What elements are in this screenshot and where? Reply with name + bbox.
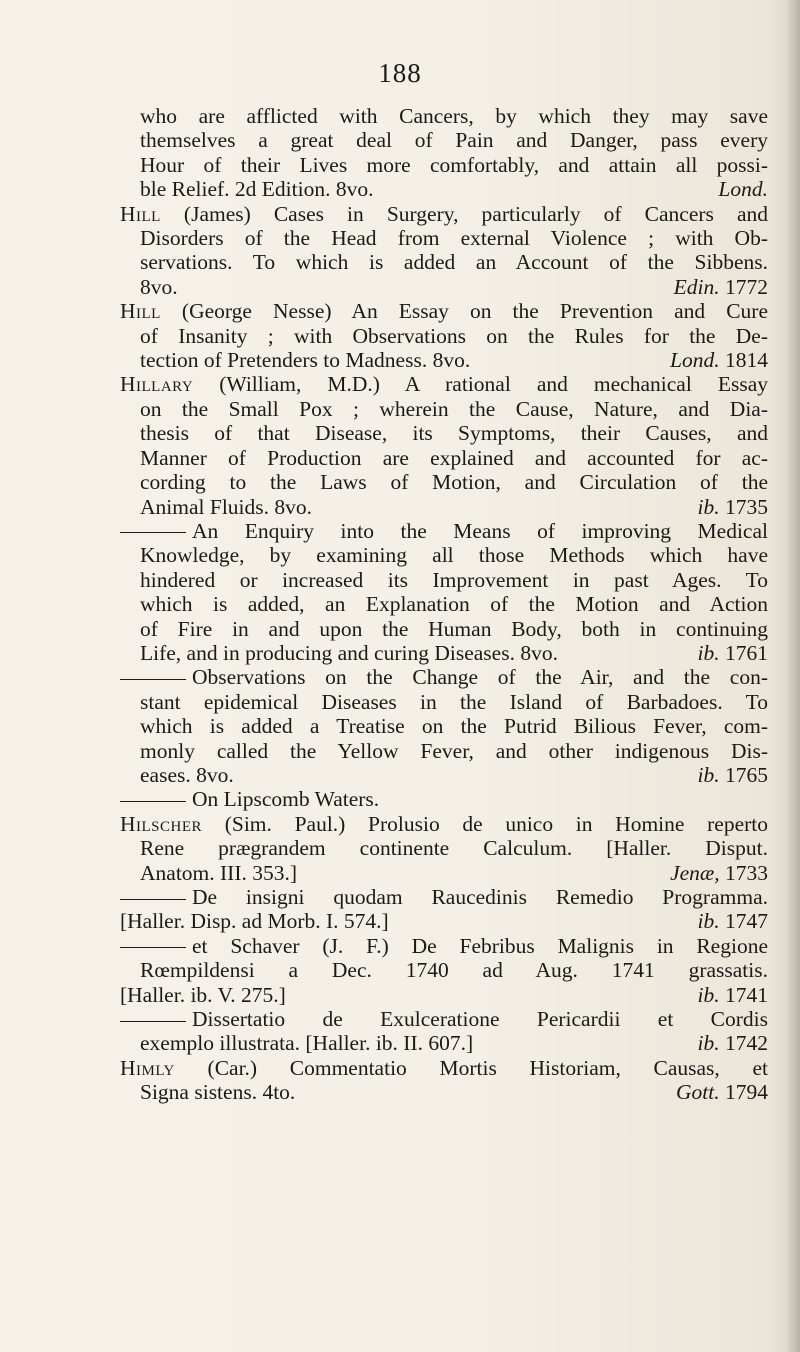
imprint-year: 1741 [719,982,768,1007]
text-line [120,885,768,909]
imprint-year: 1742 [719,1031,768,1056]
line-text: thesis of that Disease, its Symptoms, their Causes, and [140,421,768,446]
text-line [120,739,768,763]
line-text: monly called the Yellow Fever, and other indigenous Dis- [140,738,768,763]
line-text: which is added, an Explanation of the Motion and Action [140,592,768,617]
ditto-rule [120,679,186,680]
ditto-rule [120,1021,186,1022]
imprint-place: Lond. [718,177,768,202]
text-line [120,421,768,445]
line-text: Hour of their Lives more comfortably, and attain all possi- [140,152,768,177]
text-line [120,787,768,811]
text-line [120,836,768,860]
text-line [120,153,768,177]
text-line [120,543,768,567]
text-line [120,763,768,787]
line-text: stant epidemical Diseases in the Island of Barbadoes. To [140,689,768,714]
line-text: eases. 8vo. [140,762,234,787]
text-line [120,1080,768,1104]
imprint-place: Lond. [670,348,720,373]
line-text: De insigni quodam Raucedinis Remedio Programma. [192,885,768,909]
line-text: on the Small Pox ; wherein the Cause, Nature, and Dia- [140,396,768,421]
imprint-year: 1794 [719,1080,768,1105]
imprint-place: Gott. [676,1080,720,1105]
author-surname: Hill [120,201,161,226]
line-text: Signa sistens. 4to. [140,1080,296,1105]
line-text: of Insanity ; with Observations on the Rules for the De- [140,323,768,348]
line-text: [Haller. ib. V. 275.] [120,982,286,1007]
line-text: Animal Fluids. 8vo. [140,494,313,519]
imprint [670,348,768,372]
line-text: which is added a Treatise on the Putrid Bilious Fever, com- [140,714,768,739]
imprint-year: 1772 [719,274,768,299]
line-text: An Enquiry into the Means of improving Medical [192,518,768,543]
line-text: (Car.) Commentatio Mortis Historiam, Causas, et [174,1055,768,1080]
line-text: exemplo illustrata. [Haller. ib. II. 607.] [140,1031,474,1056]
entry-heading-line [120,299,768,323]
text-line [120,397,768,421]
entry-heading-line [120,372,768,396]
imprint-place: ib. [697,494,720,519]
imprint-place: ib. [697,762,720,787]
text-line [120,324,768,348]
text-line [120,519,768,543]
text-line [120,568,768,592]
text-line [120,665,768,689]
imprint-year: 1735 [719,494,768,519]
line-text: ble Relief. 2d Edition. 8vo. [140,177,374,202]
imprint [698,495,768,519]
line-text: themselves a great deal of Pain and Danger, pass every [140,128,768,153]
line-text: servations. To which is added an Account of the Sibbens. [140,250,768,275]
entry-heading-line [120,812,768,836]
imprint-year: 1733 [719,860,768,885]
imprint [674,275,768,299]
ditto-rule [120,532,186,533]
line-text: hindered or increased its Improvement in past Ages. To [140,567,768,592]
imprint-place: ib. [697,982,720,1007]
imprint-place: Jenæ, [670,860,720,885]
text-line [120,909,768,933]
imprint [698,641,768,665]
imprint-place: ib. [697,640,720,665]
text-line [120,177,768,201]
text-line [120,983,768,1007]
text-line [120,861,768,885]
line-text: (George Nesse) An Essay on the Prevention and Cure [160,299,768,324]
imprint [718,177,768,201]
bibliography-text [120,104,768,1105]
line-text: Rœmpildensi a Dec. 1740 ad Aug. 1741 grassatis. [140,958,768,983]
imprint [698,1031,768,1055]
text-line [120,104,768,128]
ditto-rule [120,801,186,802]
page-edge-shadow [786,0,800,1352]
line-text: who are afflicted with Cancers, by which they may save [140,104,768,128]
imprint-place: ib. [697,909,720,934]
imprint [670,861,768,885]
author-surname: Hilscher [120,811,203,836]
text-line [120,470,768,494]
line-text: Dissertatio de Exulceratione Pericardii et Cordis [192,1007,768,1032]
ditto-rule [120,899,186,900]
author-surname: Himly [120,1055,175,1080]
entry-heading-line [120,202,768,226]
line-text: Manner of Production are explained and accounted for ac- [140,445,768,470]
page-number: 188 [378,58,422,88]
line-text: Disorders of the Head from external Violence ; with Ob- [140,226,768,251]
text-line [120,1031,768,1055]
entry-heading-line [120,1056,768,1080]
text-line [120,617,768,641]
text-line [120,934,768,958]
text-line [120,641,768,665]
imprint-year: 1761 [719,640,768,665]
text-line [120,128,768,152]
imprint-year: 1765 [719,762,768,787]
line-text: Rene prægrandem continente Calculum. [Haller. Disput. [140,836,768,861]
imprint [676,1080,768,1104]
imprint-place: Edin. [673,274,720,299]
imprint-year: 1814 [719,348,768,373]
text-line [120,250,768,274]
text-line [120,958,768,982]
text-line [120,446,768,470]
line-text: Observations on the Change of the Air, and the con- [192,665,768,690]
text-line [120,226,768,250]
imprint [698,909,768,933]
line-text: On Lipscomb Waters. [192,787,380,812]
text-line [120,348,768,372]
text-line [120,495,768,519]
text-line [120,1007,768,1031]
line-text: Anatom. III. 353.] [140,860,298,885]
ditto-rule [120,947,186,948]
line-text: tection of Pretenders to Madness. 8vo. [140,348,471,373]
line-text: of Fire in and upon the Human Body, both in continuing [140,616,768,641]
line-text: 8vo. [140,274,178,299]
line-text: Life, and in producing and curing Diseases. 8vo. [140,640,558,665]
author-surname: Hillary [120,372,194,397]
imprint-place: ib. [697,1031,720,1056]
line-text: (Sim. Paul.) Prolusio de unico in Homine reperto [202,811,768,836]
author-surname: Hill [120,299,161,324]
text-line [120,690,768,714]
line-text: [Haller. Disp. ad Morb. I. 574.] [120,909,389,934]
line-text: (James) Cases in Surgery, particularly of Cancers and [160,201,768,226]
text-line [120,592,768,616]
line-text: (William, M.D.) A rational and mechanical Essay [193,372,768,397]
imprint-year: 1747 [719,909,768,934]
line-text: et Schaver (J. F.) De Febribus Malignis in Regione [192,933,768,958]
imprint [698,763,768,787]
imprint [698,983,768,1007]
line-text: Knowledge, by examining all those Methods which have [140,543,768,568]
text-line [120,714,768,738]
line-text: cording to the Laws of Motion, and Circulation of the [140,470,768,495]
text-line [120,275,768,299]
